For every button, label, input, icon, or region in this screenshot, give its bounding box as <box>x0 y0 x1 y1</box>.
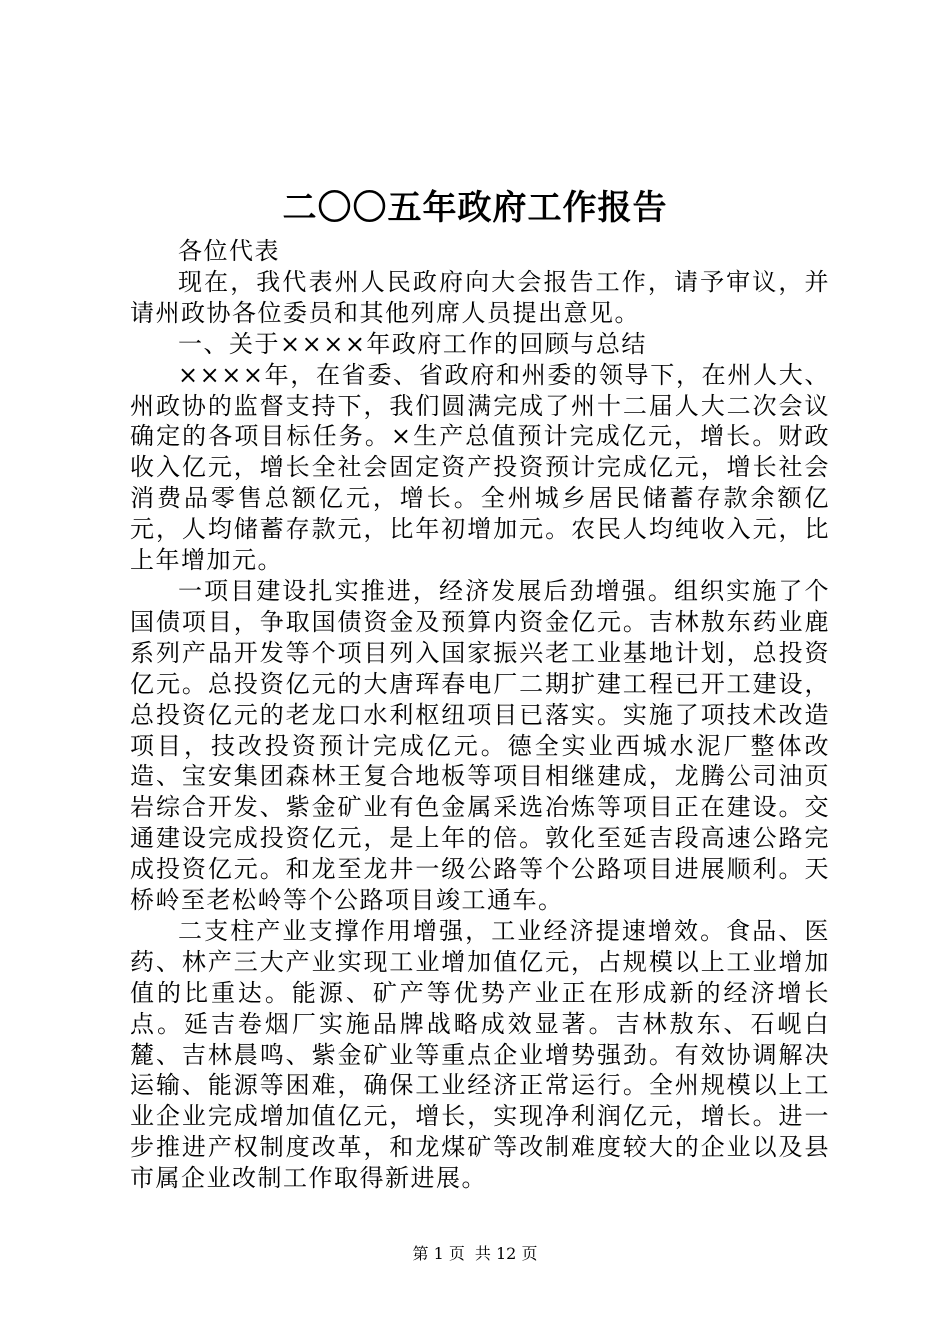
page-footer <box>0 1243 950 1265</box>
intro-paragraph: 现在，我代表州人民政府向大会报告工作，请予审议，并请州政协各位委员和其他列席人员提出意见。 <box>130 267 830 327</box>
project-construction-paragraph: 一项目建设扎实推进，经济发展后劲增强。组织实施了个国债项目，争取国债资金及预算内资金亿元。吉林敖东药业鹿系列产品开发等个项目列入国家振兴老工业基地计划，总投资亿元。总投资亿元的大唐珲春电厂二期扩建工程已开工建设，总投资亿元的老龙口水利枢纽项目已落实。实施了项技术改造项目，技改投资预计完成亿元。德全实业西城水泥厂整体改造、宝安集团森林王复合地板等项目相继建成，龙腾公司油页岩综合开发、紫金矿业有色金属采选冶炼等项目正在建设。交通建设完成投资亿元，是上年的倍。敦化至延吉段高速公路完成投资亿元。和龙至龙井一级公路等个公路项目进展顺利。天桥岭至老松岭等个公路项目竣工通车。 <box>130 576 830 915</box>
page-number: 第 1 页 <box>412 1244 465 1263</box>
salutation-paragraph: 各位代表 <box>178 237 280 265</box>
document-body <box>130 236 830 1194</box>
page-total: 共 12 页 <box>474 1244 538 1263</box>
section-heading: 一、关于××××年政府工作的回顾与总结 <box>178 329 647 358</box>
summary-paragraph: ××××年，在省委、省政府和州委的领导下，在州人大、州政协的监督支持下，我们圆满完成了州十二届人大二次会议确定的各项目标任务。×生产总值预计完成亿元，增长。财政收入亿元，增长全社会固定资产投资预计完成亿元，增长社会消费品零售总额亿元，增长。全州城乡居民储蓄存款余额亿元，人均储蓄存款元，比年初增加元。农民人均纯收入元，比上年增加元。 <box>130 360 830 575</box>
document-title: 二〇〇五年政府工作报告 <box>282 188 668 228</box>
industry-paragraph: 二支柱产业支撑作用增强，工业经济提速增效。食品、医药、林产三大产业实现工业增加值亿元，占规模以上工业增加值的比重达。能源、矿产等优势产业正在形成新的经济增长点。延吉卷烟厂实施品牌战略成效显著。吉林敖东、石岘白麓、吉林晨鸣、紫金矿业等重点企业增势强劲。有效协调解决运输、能源等困难，确保工业经济正常运行。全州规模以上工业企业完成增加值亿元，增长，实现净利润亿元，增长。进一步推进产权制度改革，和龙煤矿等改制难度较大的企业以及县市属企业改制工作取得新进展。 <box>130 916 830 1193</box>
